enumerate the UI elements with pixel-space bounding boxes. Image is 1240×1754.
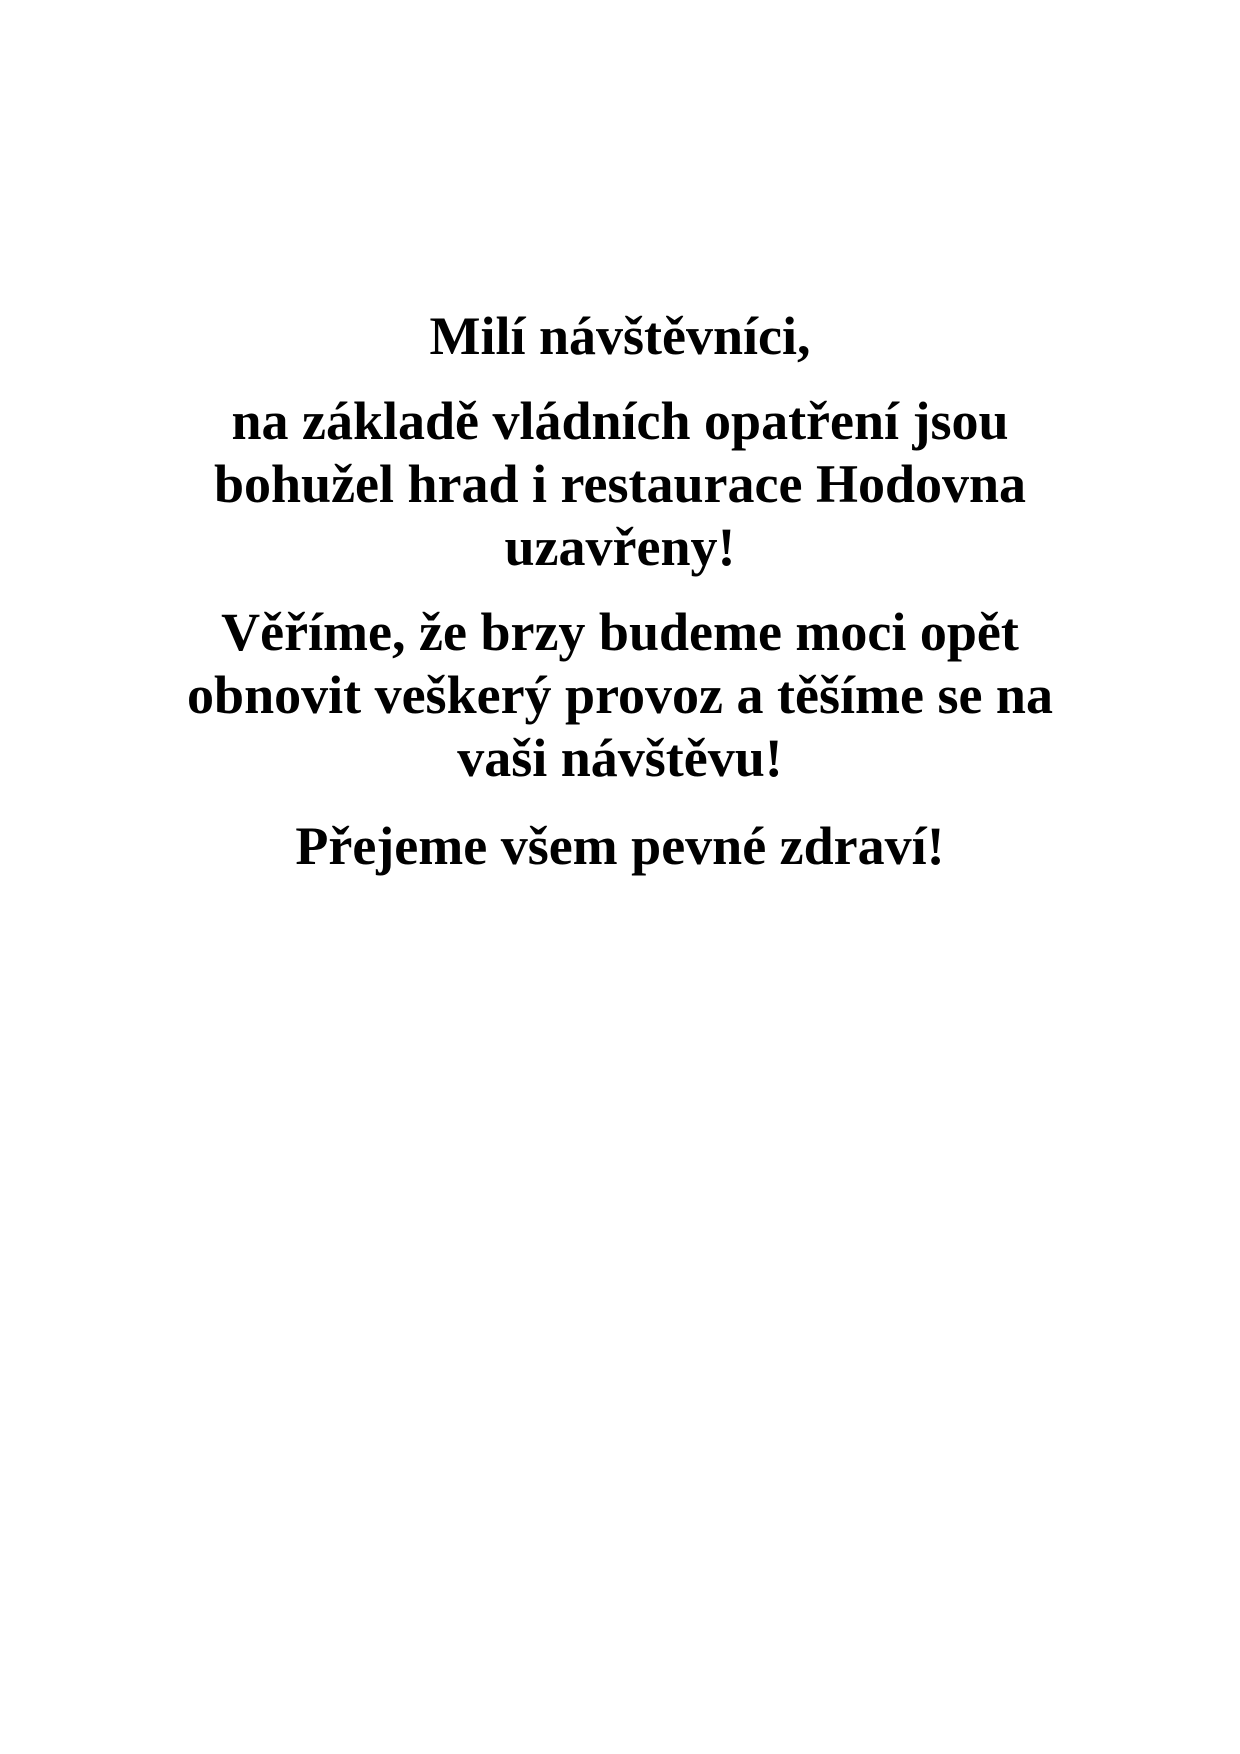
closure-notice <box>0 305 1240 878</box>
notice-closure-paragraph: na základě vládních opatření jsou bohužel hrad i restaurace Hodovna uzavřeny! <box>213 391 1027 577</box>
notice-reopening-paragraph: Věříme, že brzy budeme moci opět obnovit veškerý provoz a těšíme se na vaši návštěvu! <box>187 602 1053 788</box>
notice-wishes-paragraph: Přejeme všem pevné zdraví! <box>295 816 945 876</box>
notice-greeting: Milí návštěvníci, <box>429 306 811 366</box>
